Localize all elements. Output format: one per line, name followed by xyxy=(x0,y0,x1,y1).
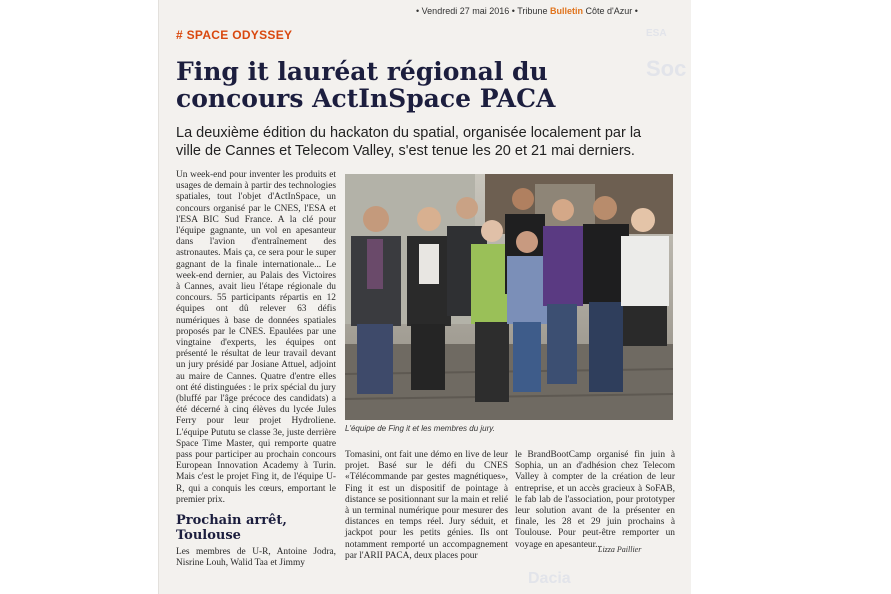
masthead-bullet: • xyxy=(511,6,515,16)
article-byline: Lizza Paillier xyxy=(598,545,642,554)
article-subhead: Prochain arrêt, Toulouse xyxy=(176,513,287,543)
masthead-bullet: • xyxy=(634,6,638,16)
section-rubric: # SPACE ODYSSEY xyxy=(176,28,293,42)
masthead-paper: Tribune xyxy=(517,6,548,16)
masthead-date: Vendredi 27 mai 2016 xyxy=(421,6,510,16)
masthead-bullet: • xyxy=(416,6,420,16)
fold-line xyxy=(158,0,159,594)
article-column-1-continued: Les membres de U-R, Antoine Jodra, Nisrine Louh, Walid Taa et Jimmy xyxy=(176,547,336,569)
bleed-through: ESA xyxy=(646,28,667,39)
bleed-through: Dacia xyxy=(528,570,571,587)
masthead xyxy=(416,6,638,16)
article-column-3: le BrandBootCamp organisé fin juin à Sophia, un an d'adhésion chez Telecom Valley à compter de la création de leur entreprise, et un accès gracieux à SoFAB, le fab lab de l'association, pour prototyper leur solution avant de la présenter en finale, les 28 et 29 juin prochains à Toulouse. Pour peut-être remporter un voyage en apesanteur... xyxy=(515,450,675,550)
article-column-2: Tomasini, ont fait une démo en live de leur projet. Basé sur le défi du CNES «Télécommande par gestes magnétiques», Fing it est un dispositif de pointage à distance se positionnant sur la main et relié à un terminal numérique pour mesurer des distances en temps réel. Jury séduit, et jackpot pour les petits génies. Ils ont notamment remporté un accompagnement par l'ARII PACA, deux places pour xyxy=(345,450,508,561)
photo-caption: L'équipe de Fing it et les membres du jury. xyxy=(345,424,495,433)
article-deck: La deuxième édition du hackaton du spatial, organisée localement par la ville de Cannes et Telecom Valley, s'est tenue les 20 et 21 mai derniers. xyxy=(176,125,642,159)
group-photo-image xyxy=(345,174,673,420)
article-headline: Fing it lauréat régional du concours ActInSpace PACA xyxy=(176,57,556,113)
article-column-1: Un week-end pour inventer les produits et usages de demain à partir des technologies spatiales, tout l'objet d'ActInSpace, un concours organisé par le CNES, l'ESA et l'ESA BIC Sud France. A la clé pour l'équipe gagnante, un vol en apesanteur dans l'avion d'entraînement des astronautes. Mais ça, ce sera pour le super gagnant de la finale internationale... Le week-end dernier, au Palais des Victoires à Cannes, avait lieu l'étape régionale du concours. 55 participants répartis en 12 équipes ont dû relever 63 défis numériques à base de données spatiales proposés par le CNES. Epaulées par une vingtaine d'experts, les équipes ont présenté le résultat de leur travail devant un jury présidé par Josiane Attuel, adjoint au maire de Cannes. Quatre d'entre elles ont été distinguées : le prix spécial du jury (bluffé par l'âge précoce des candidats) a été décerné à cinq élèves du lycée Jules Ferry pour leur projet Hydroliene. L'équipe Pututu se classe 3e, juste derrière Space Time Master, qui remporte quatre pass pour participer au prochain concours European Innovation Academy à Turin. Mais c'est le projet Fing it, de l'équipe U-R, qui a conquis les cœurs, emportant le premier prix. xyxy=(176,170,336,505)
masthead-paper-accent: Bulletin xyxy=(549,6,583,16)
newspaper-page xyxy=(158,0,691,594)
group-photo xyxy=(345,174,673,420)
bleed-through: Soc xyxy=(646,56,687,81)
masthead-paper-region: Côte d'Azur xyxy=(585,6,633,16)
